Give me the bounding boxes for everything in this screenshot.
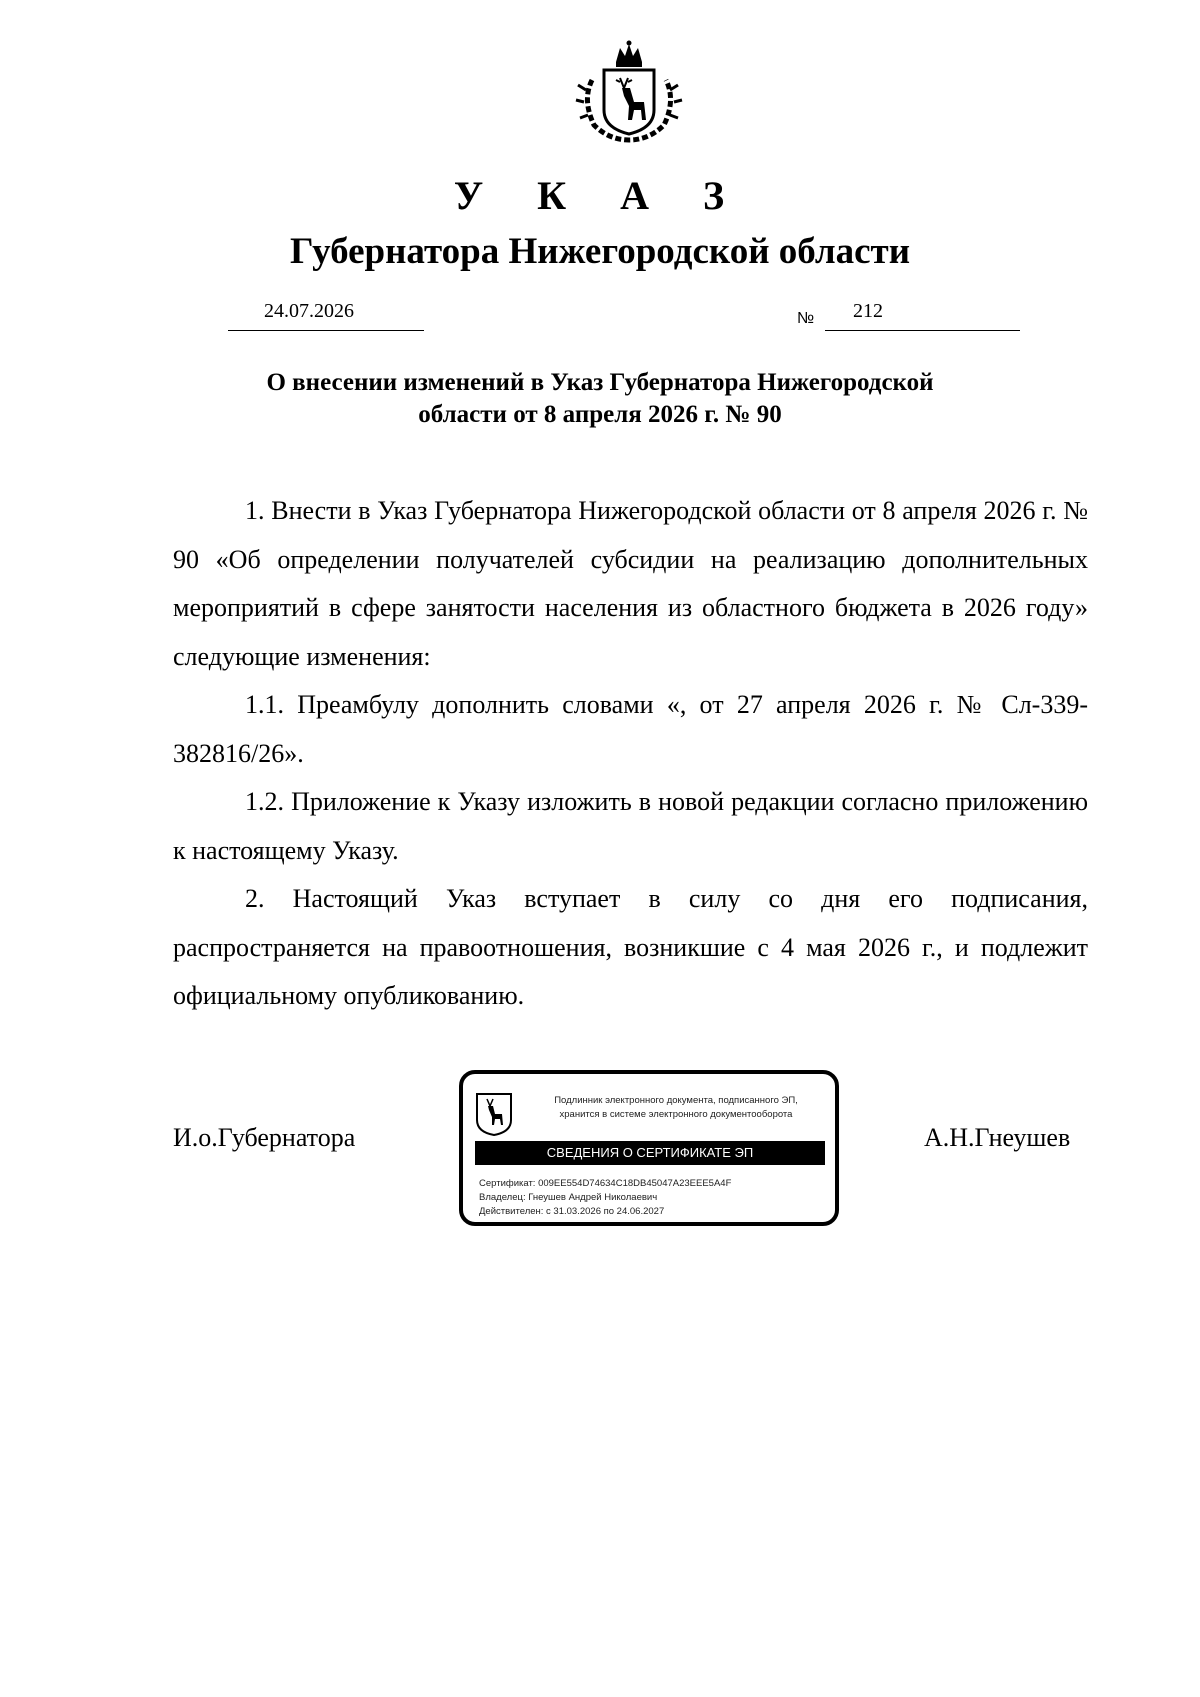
- e-signature-stamp: [459, 1070, 839, 1226]
- paragraph: 2. Настоящий Указ вступает в силу со дня его подписания, распространяется на правоотношения, возникшие с 4 мая 2026 г., и подлежит официальному опубликованию.: [173, 884, 1088, 1010]
- number-label: №: [797, 310, 815, 327]
- certificate-header-line-2: хранится в системе электронного документооборота: [559, 1109, 793, 1120]
- certificate-header: [523, 1094, 829, 1122]
- paragraph: 1.1. Преамбулу дополнить словами «, от 27 апреля 2026 г. № Сл-339-382816/26».: [173, 690, 1088, 768]
- certificate-details: [479, 1177, 731, 1219]
- date-field: [228, 300, 424, 331]
- signatory-name: А.Н.Гнеушев: [924, 1123, 1071, 1152]
- number-field: [825, 300, 1020, 331]
- heading-line-2: области от 8 апреля 2026 г. № 90: [418, 401, 782, 428]
- certificate-validity: Действителен: с 31.03.2026 по 24.06.2027: [479, 1206, 665, 1217]
- certificate-info-bar: СВЕДЕНИЯ О СЕРТИФИКАТЕ ЭП: [475, 1141, 825, 1165]
- certificate-header-line-1: Подлинник электронного документа, подписанного ЭП,: [554, 1095, 798, 1106]
- certificate-owner: Владелец: Гнеушев Андрей Николаевич: [479, 1192, 658, 1203]
- paragraph: 1. Внести в Указ Губернатора Нижегородской области от 8 апреля 2026 г. № 90 «Об определении получателей субсидии на реализацию дополнительных мероприятий в сфере занятости населения из областного бюджета в 2026 году» следующие изменения:: [173, 496, 1088, 671]
- decree-subtitle: Губернатора Нижегородской области: [289, 231, 911, 272]
- paragraph: 1.2. Приложение к Указу изложить в новой редакции согласно приложению к настоящему Указу.: [173, 787, 1088, 865]
- decree-body: [173, 487, 1088, 1021]
- signatory-position: И.о.Губернатора: [173, 1123, 356, 1152]
- deer-shield-icon: [475, 1092, 513, 1136]
- certificate-serial: Сертификат: 009EE554D74634C18DB45047A23EEE5A4F: [479, 1178, 732, 1189]
- heading-line-1: О внесении изменений в Указ Губернатора Нижегородской: [266, 369, 934, 396]
- date-value: 24.07.2026: [264, 300, 354, 322]
- coat-of-arms-emblem: [574, 40, 684, 145]
- decree-title: У К А З: [453, 173, 747, 218]
- number-value: 212: [853, 300, 883, 322]
- decree-heading: [0, 367, 1200, 431]
